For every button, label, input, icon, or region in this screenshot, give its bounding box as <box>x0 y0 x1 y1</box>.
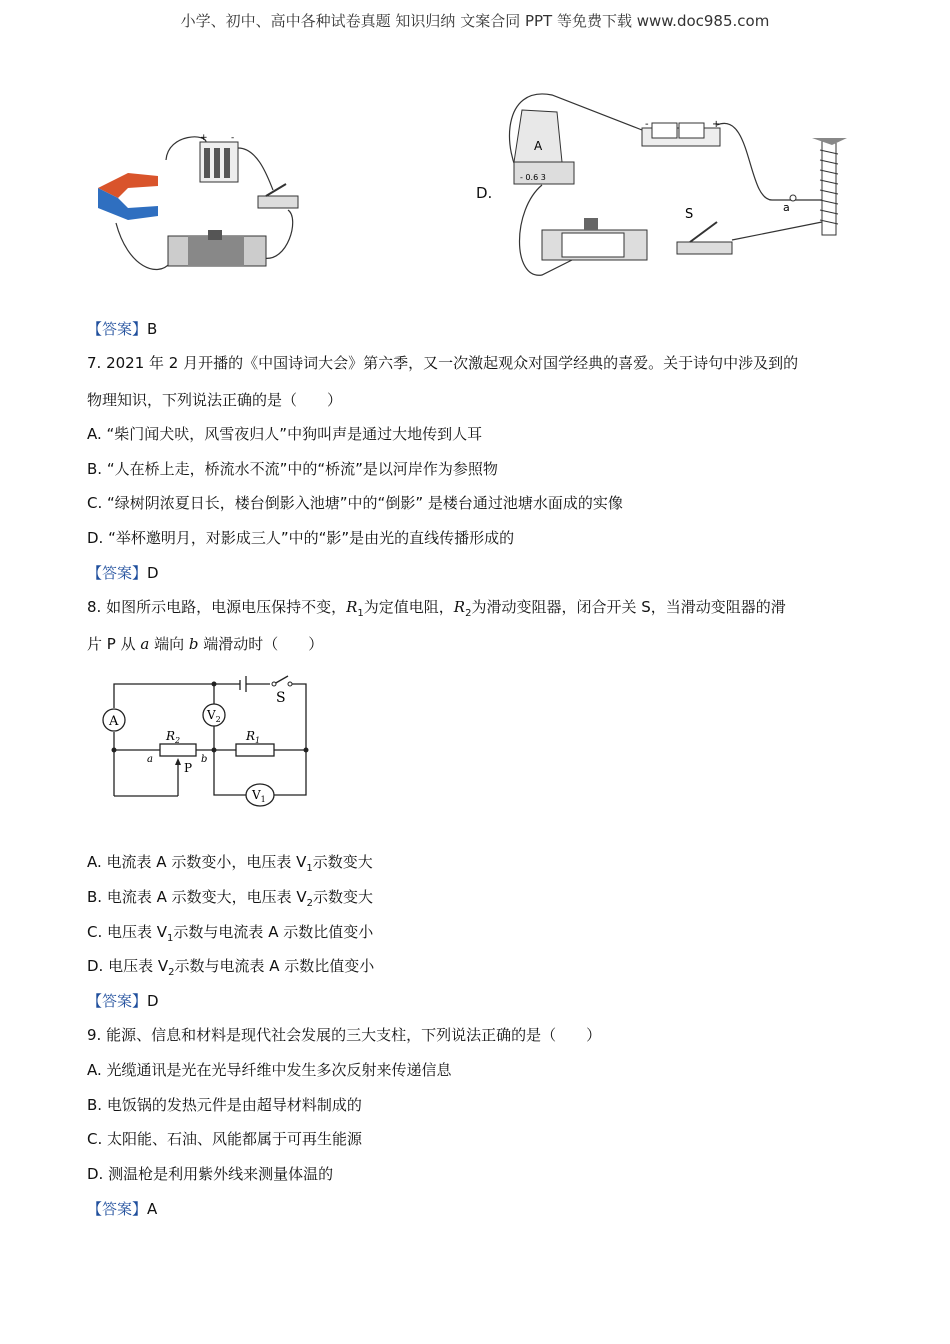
q8-stem-1: 8. 如图所示电路，电源电压保持不变，$R_1$为定值电阻，$R_2$为滑动变阻器，闭合开关 S，当滑动变阻器的滑 <box>87 598 786 619</box>
switch-label: S <box>276 690 286 706</box>
svg-text:R2: $R_2$ <box>166 729 181 745</box>
figure-electromagnet-circuit <box>502 90 862 285</box>
svg-text:-: - <box>231 133 235 143</box>
q9-option-d: D. 测温枪是利用紫外线来测量体温的 <box>87 1165 334 1183</box>
answer-value: B <box>147 320 158 338</box>
page-header: 小学、初中、高中各种试卷真题 知识归纳 文案合同 PPT 等免费下载 www.doc985.com <box>180 12 770 30</box>
answer-tag: 【答案】 <box>87 1200 148 1218</box>
q6-answer <box>87 318 157 339</box>
figure-option-d: D. <box>476 184 493 202</box>
point-b-label: b <box>201 754 208 765</box>
answer-value: D <box>147 564 159 582</box>
circuit-diagram <box>98 668 318 813</box>
q9-stem: 9. 能源、信息和材料是现代社会发展的三大支柱，下列说法正确的是（ ） <box>87 1026 602 1044</box>
q8-option-b: B. 电流表 A 示数变大，电压表 $V_2$示数变大 <box>87 888 374 909</box>
svg-text:R1: $R_1$ <box>246 729 261 745</box>
q8-option-d: D. 电压表 $V_2$示数与电流表 A 示数比值变小 <box>87 957 375 978</box>
figure-magnet-circuit <box>88 128 308 283</box>
q8-option-a: A. 电流表 A 示数变小，电压表 $V_1$示数变大 <box>87 853 373 874</box>
ammeter-label: A <box>109 714 119 729</box>
ammeter-terminals: - 0.6 3 <box>520 173 546 182</box>
ammeter-letter: A <box>534 139 543 153</box>
q9-option-b: B. 电饭锅的发热元件是由超导材料制成的 <box>87 1096 362 1114</box>
answer-tag: 【答案】 <box>87 320 148 338</box>
answer-value: D <box>147 992 159 1010</box>
q7-stem-2: 物理知识，下列说法正确的是（ ） <box>87 391 343 409</box>
point-a-label: a <box>147 754 153 765</box>
svg-text:V2: $V_2$ <box>207 708 221 724</box>
answer-value: A <box>147 1200 158 1218</box>
battery-plus: + <box>712 119 721 130</box>
q9-option-c: C. 太阳能、石油、风能都属于可再生能源 <box>87 1130 363 1148</box>
battery-minus: - <box>645 119 649 130</box>
q7-option-a: A. “柴门闻犬吠，风雪夜归人”中狗叫声是通过大地传到人耳 <box>87 425 483 443</box>
svg-text:+: + <box>200 133 208 143</box>
q8-stem-2: 片 P 从 a 端向 b 端滑动时（ ） <box>87 635 324 653</box>
q7-option-c: C. “绿树阴浓夏日长，楼台倒影入池塘”中的“倒影” 是楼台通过池塘水面成的实像 <box>87 494 623 512</box>
q8-option-c: C. 电压表 $V_1$示数与电流表 A 示数比值变小 <box>87 923 374 944</box>
svg-text:V1: $V_1$ <box>252 788 266 804</box>
answer-tag: 【答案】 <box>87 992 148 1010</box>
q7-stem-1: 7. 2021 年 2 月开播的《中国诗词大会》第六季，又一次激起观众对国学经典的喜爱。关于诗句中涉及到的 <box>87 354 799 372</box>
q7-answer <box>87 562 159 583</box>
switch-s: S <box>685 207 694 222</box>
q9-answer <box>87 1198 157 1219</box>
slider-p-label: P <box>184 761 193 775</box>
q8-answer <box>87 990 159 1011</box>
q7-option-b: B. “人在桥上走，桥流水不流”中的“桥流”是以河岸作为参照物 <box>87 460 498 478</box>
point-a: a <box>783 201 790 214</box>
q7-option-d: D. “举杯邀明月，对影成三人”中的“影”是由光的直线传播形成的 <box>87 529 515 547</box>
q9-option-a: A. 光缆通讯是光在光导纤维中发生多次反射来传递信息 <box>87 1061 452 1079</box>
answer-tag: 【答案】 <box>87 564 148 582</box>
